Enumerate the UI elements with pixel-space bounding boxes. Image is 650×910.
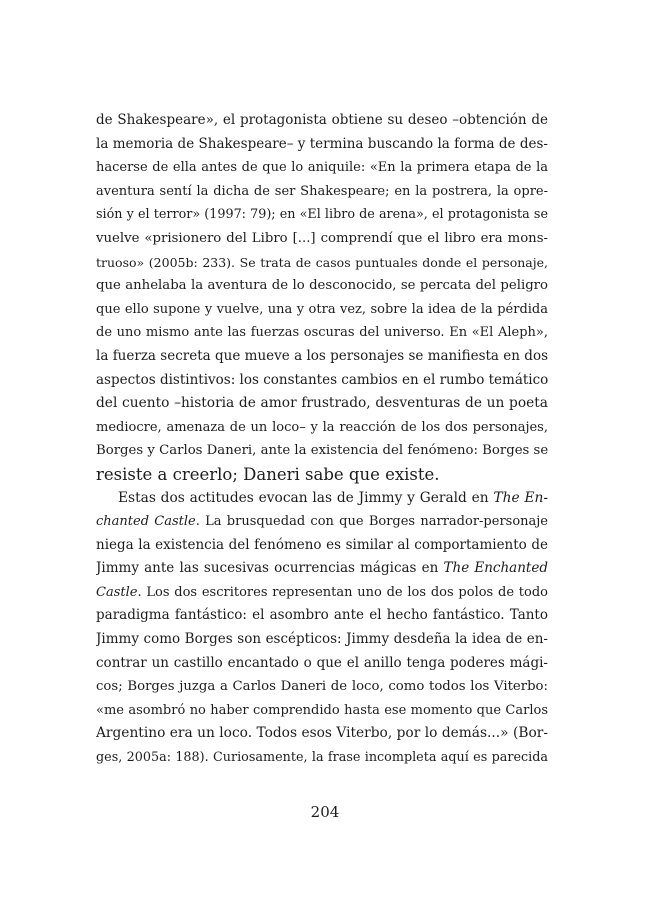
text-line: de Shakespeare», el protagonista obtiene su deseo –obtención de xyxy=(96,112,548,128)
text-line: del cuento –historia de amor frustrado, desventuras de un poeta xyxy=(96,395,548,412)
text-line: Borges y Carlos Daneri, ante la existencia del fenómeno: Borges se xyxy=(96,443,548,459)
page-number: 204 xyxy=(310,803,340,821)
text-line: ges, 2005a: 188). Curiosamente, la frase incompleta aquí es parecida xyxy=(96,750,548,766)
paragraph-start-line: Estas dos actitudes evocan las de Jimmy y Gerald en The En- xyxy=(118,489,548,506)
body-text xyxy=(96,109,548,770)
text-line: «me asombró no haber comprendido hasta ese momento que Carlos xyxy=(96,702,548,718)
text-line: la fuerza secreta que mueve a los personajes se manifiesta en dos xyxy=(96,347,548,364)
text-line: que anhelaba la aventura de lo desconocido, se percata del peligro xyxy=(96,278,548,294)
text-line: hacerse de ella antes de que lo aniquile: «En la primera etapa de la xyxy=(96,160,548,176)
text-line: que ello supone y vuelve, una y otra vez, sobre la idea de la pérdida xyxy=(96,301,548,317)
text-line: Jimmy ante las sucesivas ocurrencias mágicas en The Enchanted xyxy=(96,560,548,577)
text-line: Argentino era un loco. Todos esos Viterbo, por lo demás...» (Bor- xyxy=(96,725,548,742)
text-line: contrar un castillo encantado o que el anillo tenga poderes mági- xyxy=(96,654,548,671)
text-line: de uno mismo ante las fuerzas oscuras del universo. En «El Aleph», xyxy=(96,325,548,341)
text-line: aspectos distintivos: los constantes cambios en el rumbo temático xyxy=(96,371,548,388)
text-line: Jimmy como Borges son escépticos: Jimmy desdeña la idea de en- xyxy=(96,631,548,648)
text-line: la memoria de Shakespeare– y termina buscando la forma de des- xyxy=(96,135,548,152)
text-line: niega la existencia del fenómeno es similar al comportamiento de xyxy=(96,536,548,553)
text-line: mediocre, amenaza de un loco– y la reacción de los dos personajes, xyxy=(96,419,548,435)
paragraph-end-line: resiste a creerlo; Daneri sabe que existe. xyxy=(96,464,440,484)
text-line: paradigma fantástico: el asombro ante el hecho fantástico. Tanto xyxy=(96,607,548,624)
text-line: vuelve «prisionero del Libro [...] comprendí que el libro era mons- xyxy=(96,230,548,246)
text-line: chanted Castle. La brusquedad con que Borges narrador-personaje xyxy=(96,514,548,530)
text-line: truoso» (2005b: 233). Se trata de casos puntuales donde el personaje, xyxy=(96,254,548,270)
text-line: Castle. Los dos escritores representan uno de los dos polos de todo xyxy=(96,584,548,600)
text-line: cos; Borges juzga a Carlos Daneri de loco, como todos los Viterbo: xyxy=(96,679,548,695)
text-line: aventura sentí la dicha de ser Shakespeare; en la postrera, la opre- xyxy=(96,183,548,199)
text-line: sión y el terror» (1997: 79); en «El libro de arena», el protagonista se xyxy=(96,207,548,223)
